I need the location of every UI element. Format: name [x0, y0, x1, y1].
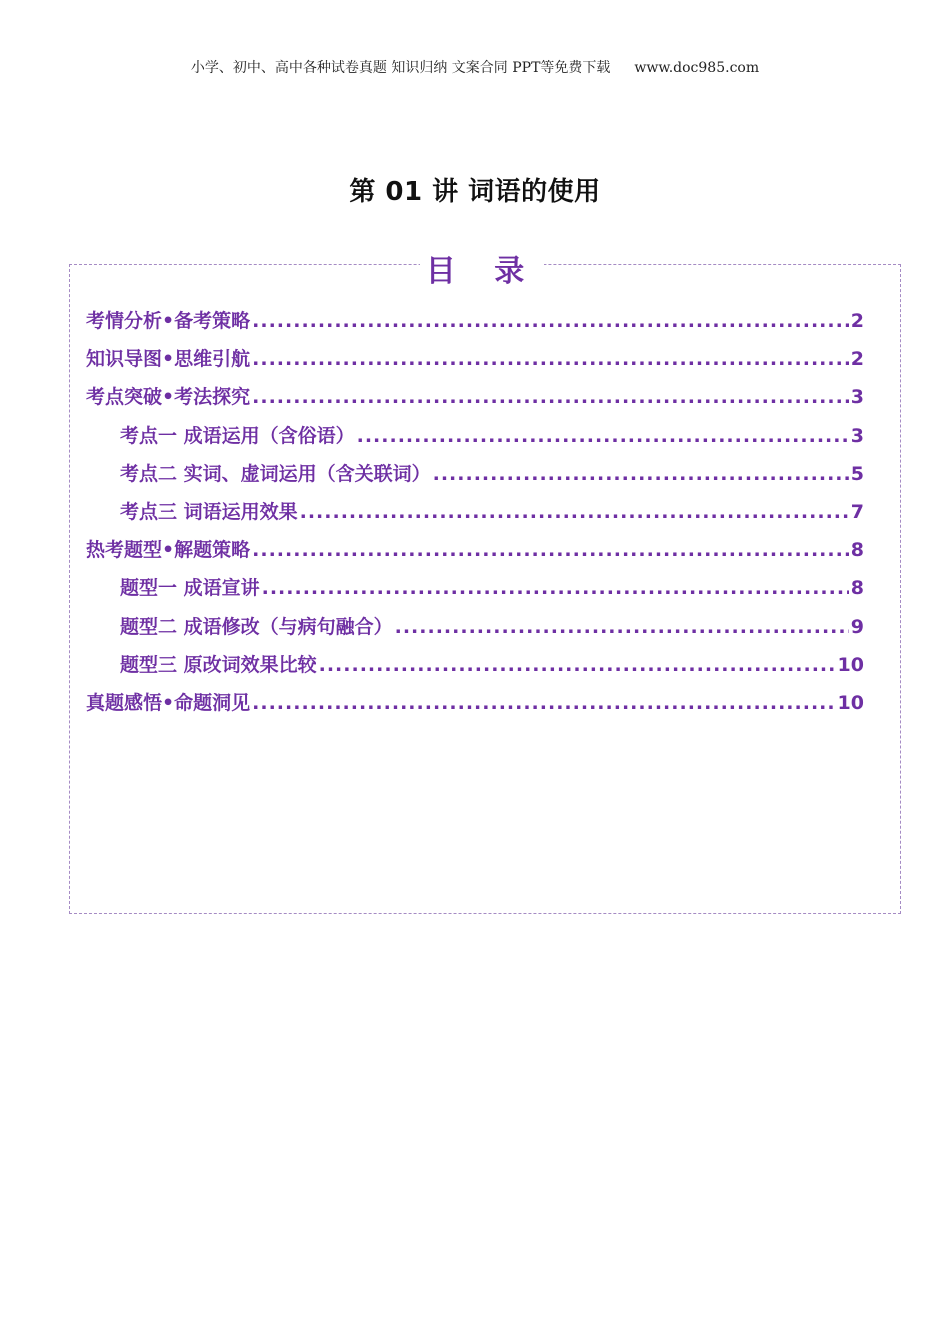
- toc-item-label: 题型一 成语宣讲: [120, 577, 260, 600]
- toc-item-page: 10: [837, 653, 864, 676]
- page-title: 第 01 讲 词语的使用: [349, 177, 601, 207]
- toc-leader-dots: [433, 463, 849, 485]
- toc-item-label: 题型三 原改词效果比较: [120, 653, 317, 676]
- toc-leader-dots: [357, 425, 849, 447]
- toc-item-label: 考情分析•备考策略: [86, 310, 251, 332]
- toc-leader-dots: [252, 386, 849, 408]
- toc-subitem[interactable]: [86, 421, 864, 459]
- toc-leader-dots: [395, 616, 849, 638]
- toc-list: [86, 306, 864, 726]
- toc-item[interactable]: [86, 535, 864, 573]
- toc-item-page: 7: [850, 500, 864, 523]
- toc-item-label: 考点三 词语运用效果: [120, 500, 298, 523]
- toc-item-page: 5: [850, 462, 864, 485]
- toc-leader-dots: [319, 654, 836, 676]
- toc-item-label: 知识导图•思维引航: [86, 348, 251, 371]
- toc-item-page: 8: [850, 577, 864, 600]
- toc-leader-dots: [262, 577, 849, 599]
- toc-leader-dots: [252, 310, 849, 332]
- toc-item-label: 考点二 实词、虚词运用（含关联词）: [120, 462, 431, 485]
- toc-item[interactable]: [86, 382, 864, 420]
- toc-subitem[interactable]: [86, 650, 864, 688]
- toc-leader-dots: [252, 539, 849, 561]
- toc-subitem[interactable]: [86, 497, 864, 535]
- toc-item-page: 9: [850, 615, 864, 638]
- header-site: www.doc985.com: [634, 60, 760, 76]
- toc-item-page: 8: [850, 539, 864, 562]
- toc-subitem[interactable]: [86, 573, 864, 611]
- toc-subitem[interactable]: [86, 459, 864, 497]
- page-header: [0, 57, 950, 77]
- toc-leader-dots: [252, 692, 835, 714]
- toc-item-page: 3: [850, 386, 864, 409]
- toc-item-page: 2: [850, 310, 864, 332]
- toc-item[interactable]: [86, 344, 864, 382]
- toc-item-label: 考点突破•考法探究: [86, 386, 251, 409]
- toc-item-label: 考点一 成语运用（含俗语）: [120, 424, 355, 447]
- toc-item-page: 2: [850, 348, 864, 371]
- toc-leader-dots: [252, 348, 849, 370]
- toc-heading: [0, 246, 950, 290]
- toc-item-label: 热考题型•解题策略: [86, 539, 251, 562]
- toc-item-page: 10: [837, 691, 864, 714]
- toc-item[interactable]: [86, 306, 864, 344]
- toc-item[interactable]: [86, 688, 864, 726]
- toc-subitem[interactable]: [86, 612, 864, 650]
- toc-item-page: 3: [850, 424, 864, 447]
- toc-leader-dots: [300, 501, 849, 523]
- header-text: 小学、初中、高中各种试卷真题 知识归纳 文案合同 PPT等免费下载: [190, 60, 611, 76]
- toc-item-label: 真题感悟•命题洞见: [86, 691, 251, 714]
- toc-item-label: 题型二 成语修改（与病句融合）: [120, 615, 393, 638]
- toc-heading-text: 目 录: [420, 254, 544, 289]
